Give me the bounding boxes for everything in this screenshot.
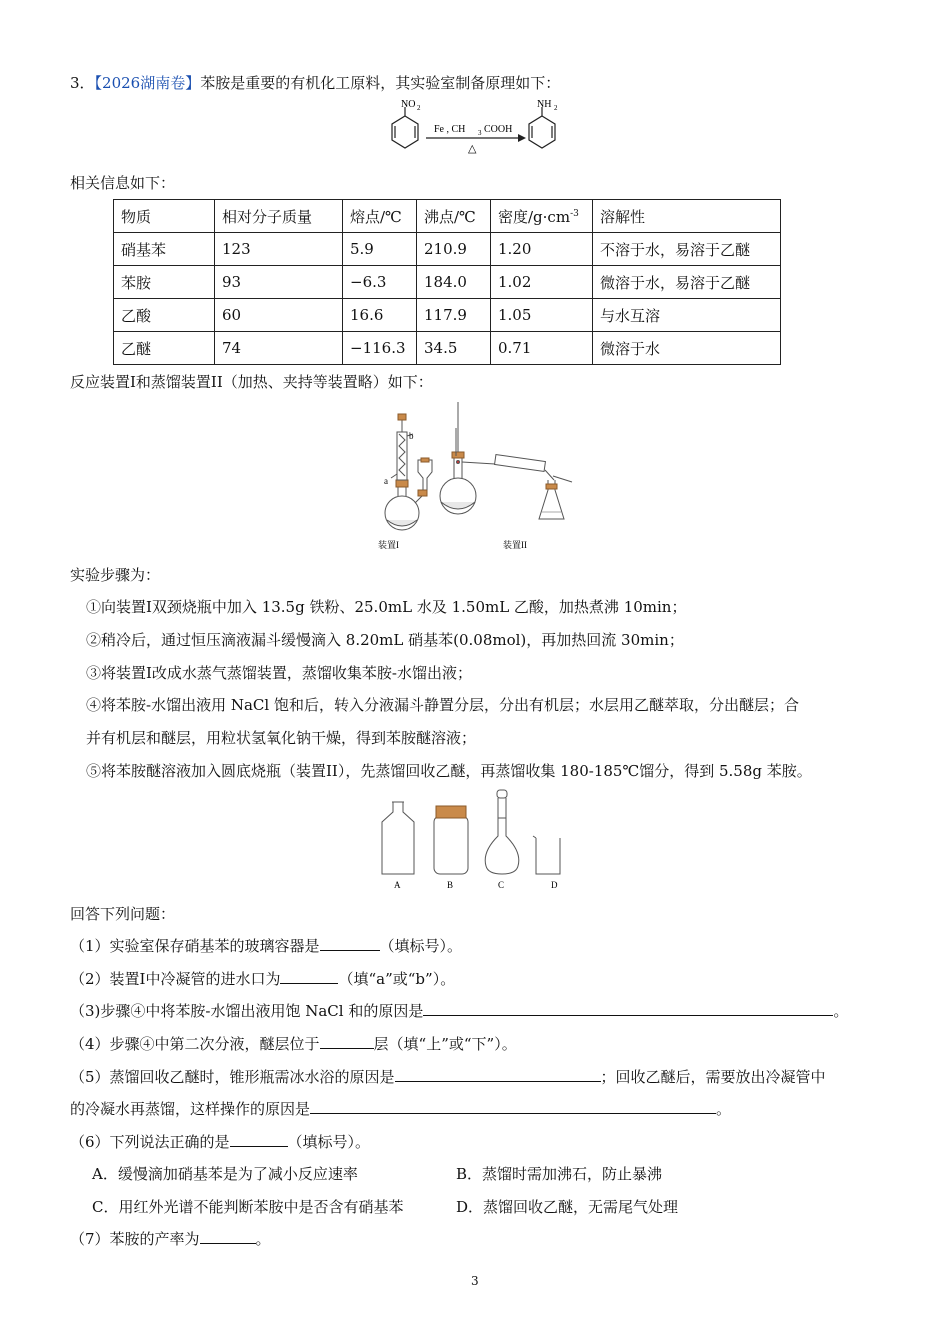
header-cell: 密度$/g\cdot cm^{-3}$: [491, 200, 593, 233]
header-cell: 物质: [114, 200, 215, 233]
density-unit-exponent: -3: [570, 208, 579, 219]
option-d[interactable]: D．蒸馏回收乙醚，无需尾气处理: [456, 1198, 679, 1216]
table-header-row: [114, 200, 781, 233]
aniline-structure: [529, 107, 555, 148]
volumetric-flask: [485, 798, 519, 874]
table-row: 乙酸 60 16.6 117.9 1.05 与水互溶: [114, 299, 781, 332]
answer-heading: 回答下列问题：: [70, 905, 176, 923]
header-cell: 沸点/℃: [417, 200, 491, 233]
beaker: [533, 836, 560, 874]
answer-blank[interactable]: [395, 1066, 601, 1082]
question-5: （5）蒸馏回收乙醚时，锥形瓶需冰水浴的原因是 ；回收乙醚后，需要放出冷凝管中: [70, 1068, 826, 1086]
info-heading: 相关信息如下：: [70, 174, 176, 192]
answer-blank[interactable]: [280, 968, 338, 984]
conditions-top: Fe , CH: [434, 124, 466, 135]
header-cell: 熔点/℃: [343, 200, 417, 233]
option-c[interactable]: C．用红外光谱不能判断苯胺中是否含有硝基苯: [92, 1198, 404, 1216]
steps-heading: 实验步骤为：: [70, 566, 161, 584]
header-cell: 相对分子质量: [215, 200, 343, 233]
conditions-top-end: COOH: [484, 124, 513, 135]
table-row: 苯胺 93 −6.3 184.0 1.02 微溶于水，易溶于乙醚: [114, 266, 781, 299]
page-number: 3: [471, 1274, 479, 1288]
question-5-continued: 的冷凝水再蒸馏，这样操作的原因是 。: [70, 1100, 732, 1118]
step-item-continued: 并有机层和醚层，用粒状氢氧化钠干燥，得到苯胺醚溶液；: [86, 729, 477, 747]
answer-blank[interactable]: [200, 1228, 256, 1244]
answer-blank[interactable]: [230, 1131, 288, 1147]
question-intro: 苯胺是重要的有机化工原料，其实验室制备原理如下：: [200, 74, 561, 92]
apparatus-figure: [360, 398, 600, 554]
question-6: （6）下列说法正确的是 （填标号）。: [70, 1133, 371, 1151]
question-header: [70, 72, 560, 93]
step-item: ②稍冷后，通过恒压滴液漏斗缓慢滴入 8.20mL 硝基苯(0.08mol)，再加热回流 30min；: [86, 631, 684, 649]
question-4: （4）步骤④中第二次分液，醚层位于 层（填“上”或“下”）。: [70, 1035, 517, 1053]
answer-blank[interactable]: [423, 1000, 833, 1016]
container-label: D: [551, 880, 558, 890]
step-item: ①向装置I双颈烧瓶中加入 13.5g 铁粉、25.0mL 水及 1.50mL 乙酸，加热煮沸 10min；: [86, 598, 687, 616]
caption-device-1: 装置I: [378, 540, 399, 550]
product-group: NH: [537, 99, 552, 110]
apparatus-heading: 反应装置I和蒸馏装置II（加热、夹持等装置略）如下：: [70, 373, 433, 391]
label-a: a: [384, 476, 388, 486]
answer-blank[interactable]: [320, 1033, 374, 1049]
question-3: （3)步骤④中将苯胺-水馏出液用饱 NaCl 和的原因是 。: [70, 1002, 849, 1020]
table-row: 硝基苯 123 5.9 210.9 1.20 不溶于水，易溶于乙醚: [114, 233, 781, 266]
step-item: ③将装置I改成水蒸气蒸馏装置，蒸馏收集苯胺-水馏出液；: [86, 664, 472, 682]
step-item: ④将苯胺-水馏出液用 NaCl 饱和后，转入分液漏斗静置分层，分出有机层；水层用乙醚萃取，分出醚层；合: [86, 696, 799, 714]
answer-blank[interactable]: [320, 935, 380, 951]
container-label: A: [394, 880, 401, 890]
step-item: ⑤将苯胺醚溶液加入圆底烧瓶（装置II），先蒸馏回收乙醚，再蒸馏收集 180-185℃馏分，得到 5.58g 苯胺。: [86, 762, 812, 780]
question-number: 3．: [70, 74, 95, 92]
source-tag: 【2026湖南卷】: [94, 74, 201, 92]
wide-mouth-bottle: [434, 816, 468, 874]
product-sub: 2: [554, 104, 558, 112]
table-row: 乙醚 74 −116.3 34.5 0.71 微溶于水: [114, 332, 781, 365]
reactant-group: NO: [401, 99, 416, 110]
question-1: （1）实验室保存硝基苯的玻璃容器是 （填标号）。: [70, 937, 463, 955]
reactant-sub: 2: [417, 104, 421, 112]
question-2: （2）装置I中冷凝管的进水口为 （填“a”或“b”）。: [70, 970, 456, 988]
container-label: B: [447, 880, 454, 890]
narrow-mouth-bottle: [382, 802, 414, 874]
option-a[interactable]: A．缓慢滴加硝基苯是为了减小反应速率: [92, 1165, 358, 1183]
option-b[interactable]: B．蒸馏时需加沸石，防止暴沸: [456, 1165, 663, 1183]
question-7: （7）苯胺的产率为 。: [70, 1230, 271, 1248]
answer-blank[interactable]: [310, 1098, 716, 1114]
header-cell: 溶解性: [593, 200, 781, 233]
reaction-scheme: [380, 94, 580, 160]
label-b: b: [409, 431, 414, 441]
container-label: C: [498, 880, 505, 890]
conditions-sub: 3: [478, 129, 482, 137]
nitrobenzene-structure: [392, 107, 418, 148]
conditions-bottom: △: [468, 143, 477, 155]
property-table: [113, 199, 781, 365]
caption-device-2: 装置II: [503, 540, 527, 550]
containers-figure: [370, 788, 570, 892]
